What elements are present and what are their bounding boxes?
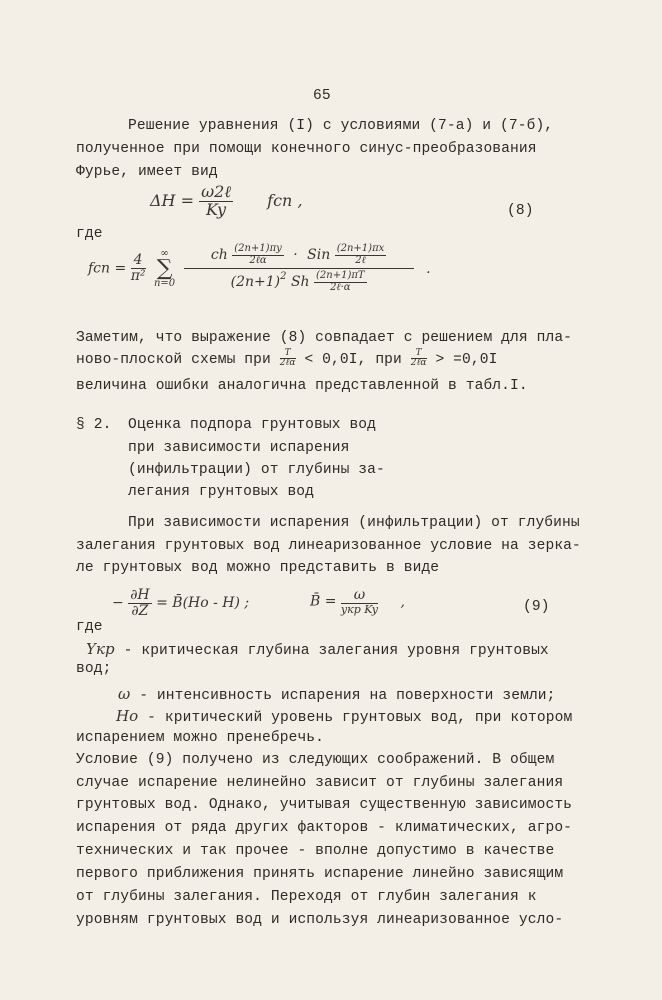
fcn-dot: ·	[293, 247, 298, 263]
section-title-line4: легания грунтовых вод	[128, 484, 315, 500]
fcn-ch-arg-den: 2ℓα	[249, 254, 267, 266]
para4-line3: грунтовых вод. Однако, учитывая существенную зависимость	[76, 797, 573, 813]
def-ykr-text: - критическая глубина залегания уровня грунтовых	[114, 643, 549, 659]
eq9-lhs-den: ∂Z	[131, 602, 149, 619]
fcn-ch-arg-num: (2n+1)πy	[234, 243, 282, 254]
eq9-b-fraction	[341, 588, 378, 615]
fcn-equation	[88, 244, 431, 293]
fcn-coef	[131, 253, 146, 283]
fcn-den-power: 2	[280, 271, 287, 282]
fcn-sin-arg-num: (2n+1)πx	[336, 243, 385, 254]
def-omega-symbol: ω	[118, 685, 131, 703]
def-omega-text: - интенсивность испарения на поверхности земли;	[130, 688, 556, 704]
para1-line1: Решение уравнения (I) с условиями (7-а) и (7-б),	[128, 118, 554, 134]
eq9-comma: ,	[400, 593, 405, 610]
fcn-ch-arg	[232, 244, 284, 266]
eq9-lhs-num: ∂H	[130, 587, 150, 603]
def-omega	[118, 685, 556, 704]
fcn-main-fraction	[184, 244, 414, 293]
fcn-denominator	[184, 269, 414, 293]
eq9-b-lhs: B̄ =	[310, 593, 337, 610]
def-ho-symbol: Ho	[116, 707, 139, 725]
para2-line2-a: ново-плоской схемы при	[76, 351, 271, 368]
def-ho-cont: испарением можно пренебречь.	[76, 730, 325, 746]
para4-line5: технических и так прочее - вполне допустимо в качестве	[76, 843, 555, 859]
fcn-sh-arg-num: (2n+1)πT	[316, 270, 365, 281]
para2-line2-c: > =0,0I	[435, 351, 498, 368]
fcn-numerator	[184, 244, 414, 269]
def-ho-text: - критический уровень грунтовых вод, при котором	[138, 710, 573, 726]
section-title-line2: при зависимости испарения	[128, 440, 350, 456]
equation-8	[150, 184, 303, 219]
fcn-ch: ch	[210, 247, 228, 263]
para3-line3: ле грунтовых вод можно представить в виде	[76, 560, 440, 576]
where-1: где	[76, 226, 103, 242]
eq8-num: ω2ℓ	[201, 182, 231, 201]
eq9-label: (9)	[523, 599, 550, 615]
para2-frac-1-num: T	[280, 349, 296, 359]
eq9-minus: −	[112, 595, 124, 612]
equation-9	[112, 588, 249, 618]
section-mark: § 2.	[76, 417, 112, 433]
para2-line3: величина ошибки аналогична представленной в табл.I.	[76, 378, 528, 394]
para2-line1: Заметим, что выражение (8) совпадает с решением для пла-	[76, 330, 573, 346]
para2-frac-1	[280, 349, 296, 369]
fcn-coef-den: π²	[130, 268, 146, 284]
section-title-line3: (инфильтрации) от глубины за-	[128, 462, 385, 478]
fcn-sin-arg	[335, 244, 387, 266]
eq9-b-den: yкр Ky	[340, 602, 378, 616]
sum-symbol	[154, 248, 175, 290]
fcn-sh-arg	[314, 271, 367, 293]
fcn-sh: Sh	[290, 274, 310, 290]
para2-frac-2-den: 2ℓα	[410, 358, 427, 369]
para4-line8: уровням грунтовых вод и используя линеаризованное усло-	[76, 912, 564, 928]
equation-9-b	[310, 588, 405, 615]
eq8-lhs: ΔH =	[150, 190, 194, 210]
fcn-lhs: fcn =	[88, 260, 127, 277]
fcn-den-prefix: (2n+1)	[230, 274, 281, 290]
para2-line2-b: < 0,0I, при	[304, 351, 402, 368]
sigma-icon: ∑	[156, 255, 173, 281]
eq8-rhs: fcn ,	[267, 190, 303, 210]
def-ykr-cont: вод;	[76, 661, 112, 677]
para4-line6: первого приближения принять испарение линейно зависящим	[76, 866, 564, 882]
eq8-label: (8)	[507, 203, 534, 219]
para1-line2: полученное при помощи конечного синус-преобразования	[76, 141, 537, 157]
def-ykr-symbol: Yкр	[86, 640, 115, 658]
para4-line4: испарения от ряда других факторов - климатических, агро-	[76, 820, 573, 836]
eq9-b-num: ω	[341, 588, 378, 604]
section-title-line1: Оценка подпора грунтовых вод	[128, 417, 377, 433]
para3-line1: При зависимости испарения (инфильтрации) от глубины	[128, 515, 580, 531]
eq8-den: Ky	[206, 199, 227, 219]
para3-line2: залегания грунтовых вод линеаризованное условие на зерка-	[76, 538, 581, 554]
def-ho	[116, 707, 572, 726]
para4-line2: случае испарение нелинейно зависит от глубины залегания	[76, 775, 564, 791]
eq9-lhs-rest: = B̄(Ho - H) ;	[156, 595, 250, 612]
fcn-sin-arg-den: 2ℓ	[355, 254, 366, 266]
para2-frac-2-num: T	[411, 349, 427, 359]
fcn-end: .	[426, 260, 431, 277]
para4-line7: от глубины залегания. Переходя от глубин залегания к	[76, 889, 537, 905]
para2-frac-1-den: 2ℓα	[279, 358, 296, 369]
sum-top: ∞	[160, 247, 169, 259]
fcn-coef-num: 4	[131, 253, 146, 269]
para2-line2	[76, 349, 497, 369]
def-ykr	[86, 640, 549, 659]
eq9-lhs-fraction	[128, 588, 151, 618]
fcn-sh-arg-den: 2ℓ·α	[330, 281, 351, 293]
fcn-sin: Sin	[307, 247, 331, 263]
para1-line3: Фурье, имеет вид	[76, 164, 218, 180]
sum-bottom: n=0	[153, 278, 176, 290]
eq8-fraction	[199, 184, 233, 219]
para2-frac-2	[411, 349, 427, 369]
where-2: где	[76, 619, 103, 635]
page-number: 65	[313, 88, 331, 104]
para4-line1: Условие (9) получено из следующих соображений. В общем	[76, 752, 555, 768]
